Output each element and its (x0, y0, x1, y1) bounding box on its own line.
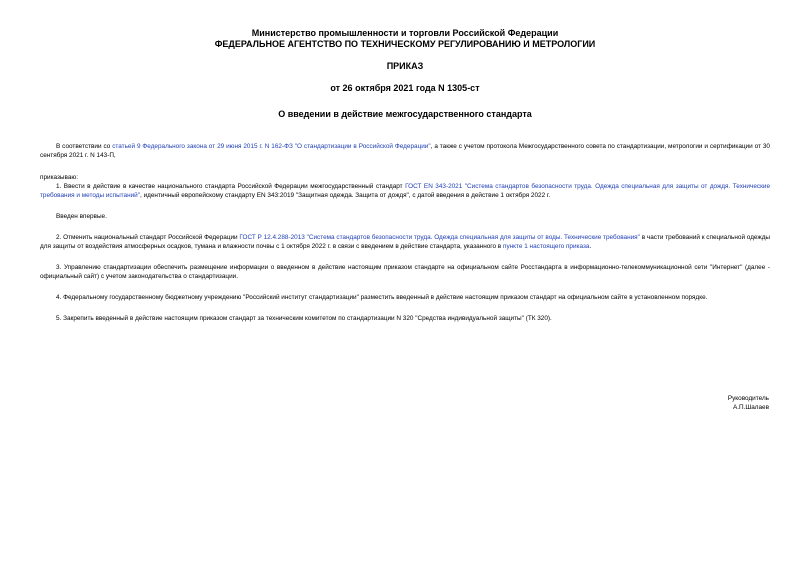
document-body (40, 142, 770, 323)
item-1-text-after: , идентичный европейскому стандарту EN 343:2019 "Защитная одежда. Защита от дождя", с датой введения в действие 1 октября 2022 г. (140, 192, 551, 199)
item-1-reference-link[interactable]: пункте 1 настоящего приказа (502, 243, 590, 250)
gost-en-343-link[interactable]: ГОСТ EN 343-2021 "Система стандартов безопасности труда. Одежда специальная для защиты от дождя. Технические требования и методы испытаний" (40, 183, 771, 199)
document-date-number: от 26 октября 2021 года N 1305-ст (330, 83, 480, 93)
gost-r-12-4-288-link[interactable]: ГОСТ Р 12.4.288-2013 "Система стандартов безопасности труда. Одежда специальная для защиты от воды. Технические требования" (239, 234, 640, 241)
signatory-title: Руководитель (727, 395, 769, 402)
document-subject: О введении в действие межгосударственного стандарта (278, 109, 532, 119)
item-1-paragraph (40, 182, 770, 200)
signature-block (728, 394, 769, 412)
item-1-text-before: 1. Ввести в действие в качестве национального стандарта Российской Федерации межгосударственный стандарт (56, 183, 406, 190)
item-2-paragraph (40, 233, 770, 251)
document-type: ПРИКАЗ (386, 61, 424, 71)
ministry-name: Министерство промышленности и торговли Российской Федерации (251, 28, 559, 38)
introduced-first-time-note: Введен впервые. (56, 213, 107, 220)
item-3-paragraph: 3. Управлению стандартизации обеспечить размещение информации о введенном в действие настоящим приказом стандарте на официальном сайте Росстандарта в информационно-телекоммуникационной сети "Интернет" (далее - официальный сайт) с учетом законодательства о стандартизации. (40, 264, 770, 280)
preamble-text-before: В соответствии со (56, 143, 113, 150)
order-word: приказываю: (40, 174, 78, 181)
preamble-paragraph (40, 142, 770, 160)
item-2-text-after: . (589, 243, 592, 250)
item-4-paragraph: 4. Федеральному государственному бюджетному учреждению "Российский институт стандартизации" разместить введенный в действие настоящим приказом стандарт на официальном сайте в установленном порядке. (56, 294, 708, 301)
document-page (40, 28, 770, 323)
signatory-name: А.П.Шалаев (732, 404, 769, 411)
agency-name: ФЕДЕРАЛЬНОЕ АГЕНТСТВО ПО ТЕХНИЧЕСКОМУ РЕГУЛИРОВАНИЮ И МЕТРОЛОГИИ (214, 39, 596, 49)
federal-law-link[interactable]: статьей 9 Федерального закона от 29 июня 2015 г. N 162-ФЗ "О стандартизации в Российской Федерации" (112, 143, 431, 150)
item-5-paragraph: 5. Закрепить введенный в действие настоящим приказом стандарт за техническим комитетом по стандартизации N 320 "Средства индивидуальной защиты" (ТК 320). (56, 315, 552, 322)
preamble-text-after: , а также с учетом протокола Межгосударственного совета по стандартизации, метрологии и сертификации от 30 сентября 2021 г. N 143-П, (40, 143, 770, 159)
item-2-text-before: 2. Отменить национальный стандарт Российской Федерации (56, 234, 240, 241)
item-2-text-middle: в части требований к специальной одежды для защиты от воздействия атмосферных осадков, тумана и влажности почвы с 1 октября 2022 г. в связи с введением в действие стандарта, указанного в (40, 234, 771, 250)
